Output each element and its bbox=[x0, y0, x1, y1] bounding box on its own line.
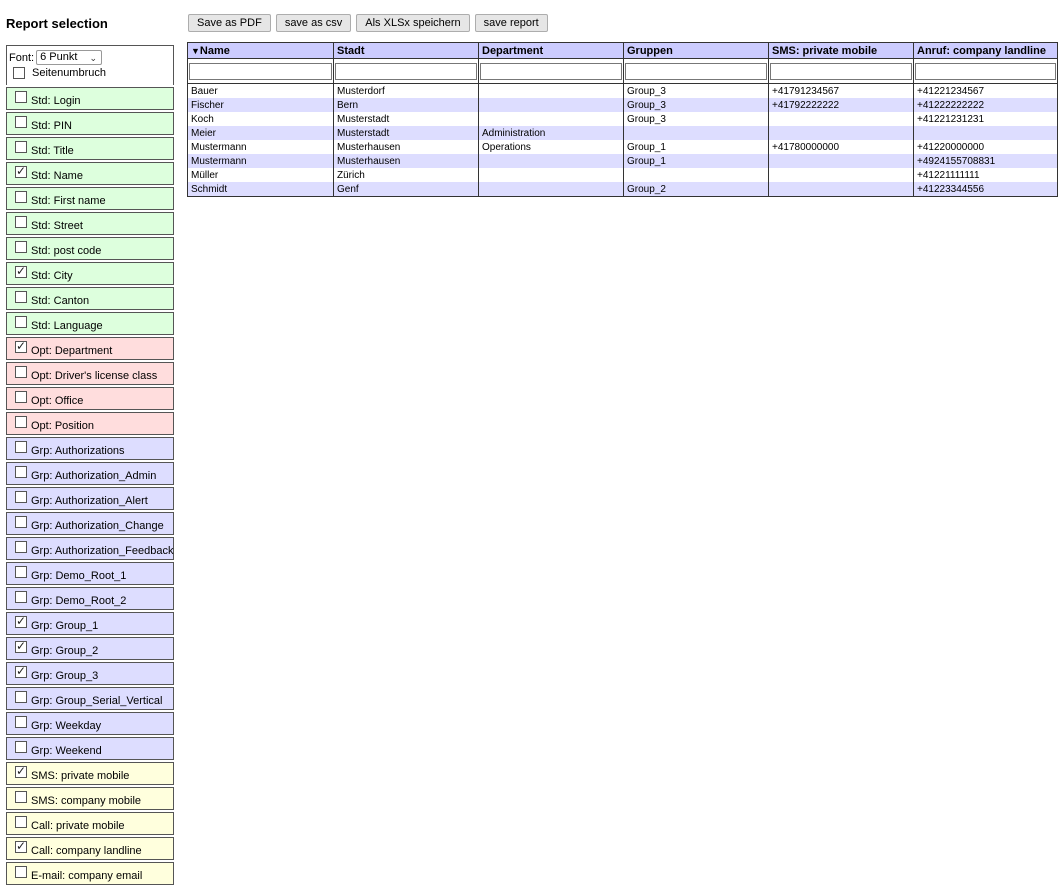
table-cell bbox=[479, 168, 624, 182]
table-cell: Musterdorf bbox=[334, 84, 479, 99]
option-item[interactable] bbox=[6, 212, 174, 235]
option-checkbox[interactable] bbox=[15, 591, 27, 603]
option-label: Grp: Authorization_Admin bbox=[31, 470, 157, 482]
option-item[interactable] bbox=[6, 412, 174, 435]
option-label: Std: Canton bbox=[31, 295, 90, 307]
option-label: Grp: Group_1 bbox=[31, 620, 99, 632]
column-header[interactable] bbox=[624, 43, 769, 59]
option-label: E-mail: company email bbox=[31, 870, 143, 882]
option-label: Grp: Demo_Root_2 bbox=[31, 595, 127, 607]
option-checkbox[interactable] bbox=[15, 866, 27, 878]
chevron-down-icon: ⌄ bbox=[89, 53, 98, 63]
column-header-label: SMS: private mobile bbox=[772, 44, 878, 57]
table-row bbox=[188, 98, 1058, 112]
table-cell: Meier bbox=[188, 126, 334, 140]
option-item[interactable] bbox=[6, 312, 174, 335]
filter-cell bbox=[624, 59, 769, 84]
option-label: Std: post code bbox=[31, 245, 102, 257]
option-label: Grp: Group_2 bbox=[31, 645, 99, 657]
option-item[interactable] bbox=[6, 187, 174, 210]
table-cell: Administration bbox=[479, 126, 624, 140]
table-cell: Musterhausen bbox=[334, 140, 479, 154]
option-label: Grp: Weekday bbox=[31, 720, 102, 732]
table-cell: +41223344556 bbox=[914, 182, 1058, 197]
column-header-label: Name bbox=[199, 44, 230, 57]
page-break-checkbox[interactable] bbox=[13, 67, 25, 79]
page-break-label: Seitenumbruch bbox=[32, 67, 106, 79]
table-cell: +41222222222 bbox=[914, 98, 1058, 112]
table-row bbox=[188, 154, 1058, 168]
column-filter-input[interactable] bbox=[335, 63, 477, 80]
option-item[interactable] bbox=[6, 637, 174, 660]
option-item[interactable] bbox=[6, 487, 174, 510]
table-cell: Bauer bbox=[188, 84, 334, 99]
option-label: SMS: company mobile bbox=[31, 795, 142, 807]
option-label: Std: Street bbox=[31, 220, 83, 232]
table-cell: Operations bbox=[479, 140, 624, 154]
table-cell: Schmidt bbox=[188, 182, 334, 197]
option-checkbox[interactable] bbox=[15, 741, 27, 753]
save-xlsx-button[interactable]: Als XLSx speichern bbox=[356, 14, 469, 32]
option-label: Std: First name bbox=[31, 195, 106, 207]
option-label: Std: Login bbox=[31, 95, 81, 107]
option-checkbox[interactable] bbox=[15, 516, 27, 528]
option-checkbox[interactable]: ✓ bbox=[16, 839, 27, 853]
option-checkbox[interactable] bbox=[15, 241, 27, 253]
table-cell: Group_3 bbox=[624, 98, 769, 112]
option-item[interactable] bbox=[6, 712, 174, 735]
option-checkbox[interactable] bbox=[15, 191, 27, 203]
table-cell bbox=[624, 168, 769, 182]
column-header[interactable] bbox=[769, 43, 914, 59]
option-item[interactable] bbox=[6, 162, 174, 185]
option-label: Grp: Weekend bbox=[31, 745, 102, 757]
option-item[interactable] bbox=[6, 737, 174, 760]
filter-cell bbox=[188, 59, 334, 84]
option-item[interactable] bbox=[6, 287, 174, 310]
option-label: Grp: Authorization_Change bbox=[31, 520, 164, 532]
option-label: SMS: private mobile bbox=[31, 770, 130, 782]
column-header[interactable] bbox=[334, 43, 479, 59]
filter-cell bbox=[914, 59, 1058, 84]
option-label: Grp: Demo_Root_1 bbox=[31, 570, 127, 582]
option-item[interactable] bbox=[6, 862, 174, 885]
option-label: Std: City bbox=[31, 270, 73, 282]
table-cell: +41221234567 bbox=[914, 84, 1058, 99]
option-checkbox[interactable]: ✓ bbox=[16, 764, 27, 778]
table-cell bbox=[479, 112, 624, 126]
sort-desc-icon: ▼ bbox=[191, 45, 200, 56]
option-label: Std: Name bbox=[31, 170, 83, 182]
option-label: Std: PIN bbox=[31, 120, 72, 132]
table-cell: +41220000000 bbox=[914, 140, 1058, 154]
option-checkbox[interactable] bbox=[15, 791, 27, 803]
option-item[interactable] bbox=[6, 512, 174, 535]
option-label: Call: private mobile bbox=[31, 820, 125, 832]
table-cell: Mustermann bbox=[188, 140, 334, 154]
option-checkbox[interactable]: ✓ bbox=[16, 339, 27, 353]
table-cell: Bern bbox=[334, 98, 479, 112]
option-label: Std: Title bbox=[31, 145, 74, 157]
table-cell: Musterstadt bbox=[334, 126, 479, 140]
table-cell: Müller bbox=[188, 168, 334, 182]
table-cell bbox=[769, 168, 914, 182]
table-row bbox=[188, 182, 1058, 197]
table-cell: Musterstadt bbox=[334, 112, 479, 126]
option-label: Opt: Driver's license class bbox=[31, 370, 158, 382]
option-checkbox[interactable]: ✓ bbox=[16, 264, 27, 278]
option-label: Std: Language bbox=[31, 320, 103, 332]
report-table bbox=[187, 42, 1058, 197]
option-checkbox[interactable] bbox=[15, 141, 27, 153]
column-option-list bbox=[6, 87, 174, 885]
font-settings bbox=[6, 45, 174, 85]
option-checkbox[interactable] bbox=[15, 566, 27, 578]
column-header-label: Department bbox=[482, 44, 544, 57]
column-header-label: Anruf: company landline bbox=[917, 44, 1046, 57]
table-cell: +4924155708831 bbox=[914, 154, 1058, 168]
table-cell bbox=[479, 154, 624, 168]
table-row bbox=[188, 126, 1058, 140]
option-label: Opt: Position bbox=[31, 420, 94, 432]
filter-cell bbox=[769, 59, 914, 84]
table-cell: +41792222222 bbox=[769, 98, 914, 112]
option-item[interactable] bbox=[6, 837, 174, 860]
option-checkbox[interactable]: ✓ bbox=[16, 664, 27, 678]
option-item[interactable] bbox=[6, 362, 174, 385]
table-cell bbox=[769, 112, 914, 126]
column-filter-input[interactable] bbox=[480, 63, 622, 80]
option-checkbox[interactable] bbox=[15, 541, 27, 553]
option-item[interactable] bbox=[6, 112, 174, 135]
column-header[interactable] bbox=[914, 43, 1058, 59]
save-report-button[interactable]: save report bbox=[475, 14, 548, 32]
option-item[interactable] bbox=[6, 437, 174, 460]
column-header[interactable] bbox=[188, 43, 334, 59]
option-label: Grp: Group_Serial_Vertical bbox=[31, 695, 163, 707]
table-cell: +41780000000 bbox=[769, 140, 914, 154]
table-cell: Zürich bbox=[334, 168, 479, 182]
option-checkbox[interactable]: ✓ bbox=[16, 164, 27, 178]
table-cell: Musterhausen bbox=[334, 154, 479, 168]
table-cell: Group_3 bbox=[624, 84, 769, 99]
font-size-select[interactable] bbox=[36, 50, 102, 65]
table-cell: +41791234567 bbox=[769, 84, 914, 99]
option-label: Grp: Group_3 bbox=[31, 670, 99, 682]
option-item[interactable] bbox=[6, 262, 174, 285]
option-checkbox[interactable] bbox=[15, 291, 27, 303]
table-row bbox=[188, 168, 1058, 182]
option-label: Opt: Department bbox=[31, 345, 113, 357]
column-header-label: Stadt bbox=[337, 44, 365, 57]
option-checkbox[interactable] bbox=[15, 366, 27, 378]
table-cell bbox=[769, 126, 914, 140]
option-checkbox[interactable]: ✓ bbox=[16, 639, 27, 653]
option-checkbox[interactable] bbox=[15, 691, 27, 703]
save-pdf-button[interactable]: Save as PDF bbox=[188, 14, 271, 32]
table-row bbox=[188, 140, 1058, 154]
option-item[interactable] bbox=[6, 387, 174, 410]
option-item[interactable] bbox=[6, 687, 174, 710]
table-cell: Koch bbox=[188, 112, 334, 126]
option-checkbox[interactable] bbox=[15, 416, 27, 428]
option-item[interactable] bbox=[6, 537, 174, 560]
option-item[interactable] bbox=[6, 612, 174, 635]
column-header[interactable] bbox=[479, 43, 624, 59]
column-header-label: Gruppen bbox=[627, 44, 673, 57]
table-cell bbox=[479, 84, 624, 99]
option-item[interactable] bbox=[6, 812, 174, 835]
option-label: Grp: Authorization_Feedback bbox=[31, 545, 174, 557]
report-options-sidebar bbox=[6, 45, 174, 885]
option-item[interactable] bbox=[6, 87, 174, 110]
option-checkbox[interactable] bbox=[15, 466, 27, 478]
table-cell bbox=[479, 98, 624, 112]
table-cell bbox=[769, 182, 914, 197]
table-cell bbox=[624, 126, 769, 140]
option-label: Grp: Authorizations bbox=[31, 445, 125, 457]
table-cell bbox=[914, 126, 1058, 140]
option-item[interactable] bbox=[6, 237, 174, 260]
option-label: Grp: Authorization_Alert bbox=[31, 495, 148, 507]
table-cell bbox=[769, 154, 914, 168]
filter-cell bbox=[334, 59, 479, 84]
option-item[interactable] bbox=[6, 587, 174, 610]
font-size-value: 6 Punkt bbox=[40, 51, 78, 63]
column-filter-input[interactable] bbox=[625, 63, 767, 80]
table-cell: Fischer bbox=[188, 98, 334, 112]
toolbar bbox=[188, 14, 548, 32]
page-title: Report selection bbox=[6, 16, 108, 31]
option-label: Call: company landline bbox=[31, 845, 142, 857]
table-cell: +41221231231 bbox=[914, 112, 1058, 126]
option-checkbox[interactable]: ✓ bbox=[16, 614, 27, 628]
option-label: Opt: Office bbox=[31, 395, 84, 407]
table-cell: Group_1 bbox=[624, 154, 769, 168]
option-checkbox[interactable] bbox=[15, 216, 27, 228]
table-row bbox=[188, 84, 1058, 99]
option-checkbox[interactable] bbox=[15, 316, 27, 328]
font-label: Font: bbox=[9, 51, 35, 64]
option-checkbox[interactable] bbox=[15, 816, 27, 828]
table-cell: Group_2 bbox=[624, 182, 769, 197]
option-checkbox[interactable] bbox=[15, 116, 27, 128]
table-cell bbox=[479, 182, 624, 197]
table-row bbox=[188, 112, 1058, 126]
save-csv-button[interactable]: save as csv bbox=[276, 14, 351, 32]
column-filter-input[interactable] bbox=[915, 63, 1056, 80]
option-checkbox[interactable] bbox=[15, 716, 27, 728]
filter-cell bbox=[479, 59, 624, 84]
column-filter-input[interactable] bbox=[189, 63, 332, 80]
option-item[interactable] bbox=[6, 462, 174, 485]
column-filter-input[interactable] bbox=[770, 63, 912, 80]
table-cell: Mustermann bbox=[188, 154, 334, 168]
option-checkbox[interactable] bbox=[15, 391, 27, 403]
option-item[interactable] bbox=[6, 337, 174, 360]
option-item[interactable] bbox=[6, 662, 174, 685]
option-item[interactable] bbox=[6, 137, 174, 160]
table-cell: +41221111111 bbox=[914, 168, 1058, 182]
option-item[interactable] bbox=[6, 562, 174, 585]
option-item[interactable] bbox=[6, 787, 174, 810]
option-item[interactable] bbox=[6, 762, 174, 785]
option-checkbox[interactable] bbox=[15, 91, 27, 103]
option-checkbox[interactable] bbox=[15, 441, 27, 453]
table-cell: Group_1 bbox=[624, 140, 769, 154]
option-checkbox[interactable] bbox=[15, 491, 27, 503]
table-cell: Genf bbox=[334, 182, 479, 197]
table-cell: Group_3 bbox=[624, 112, 769, 126]
